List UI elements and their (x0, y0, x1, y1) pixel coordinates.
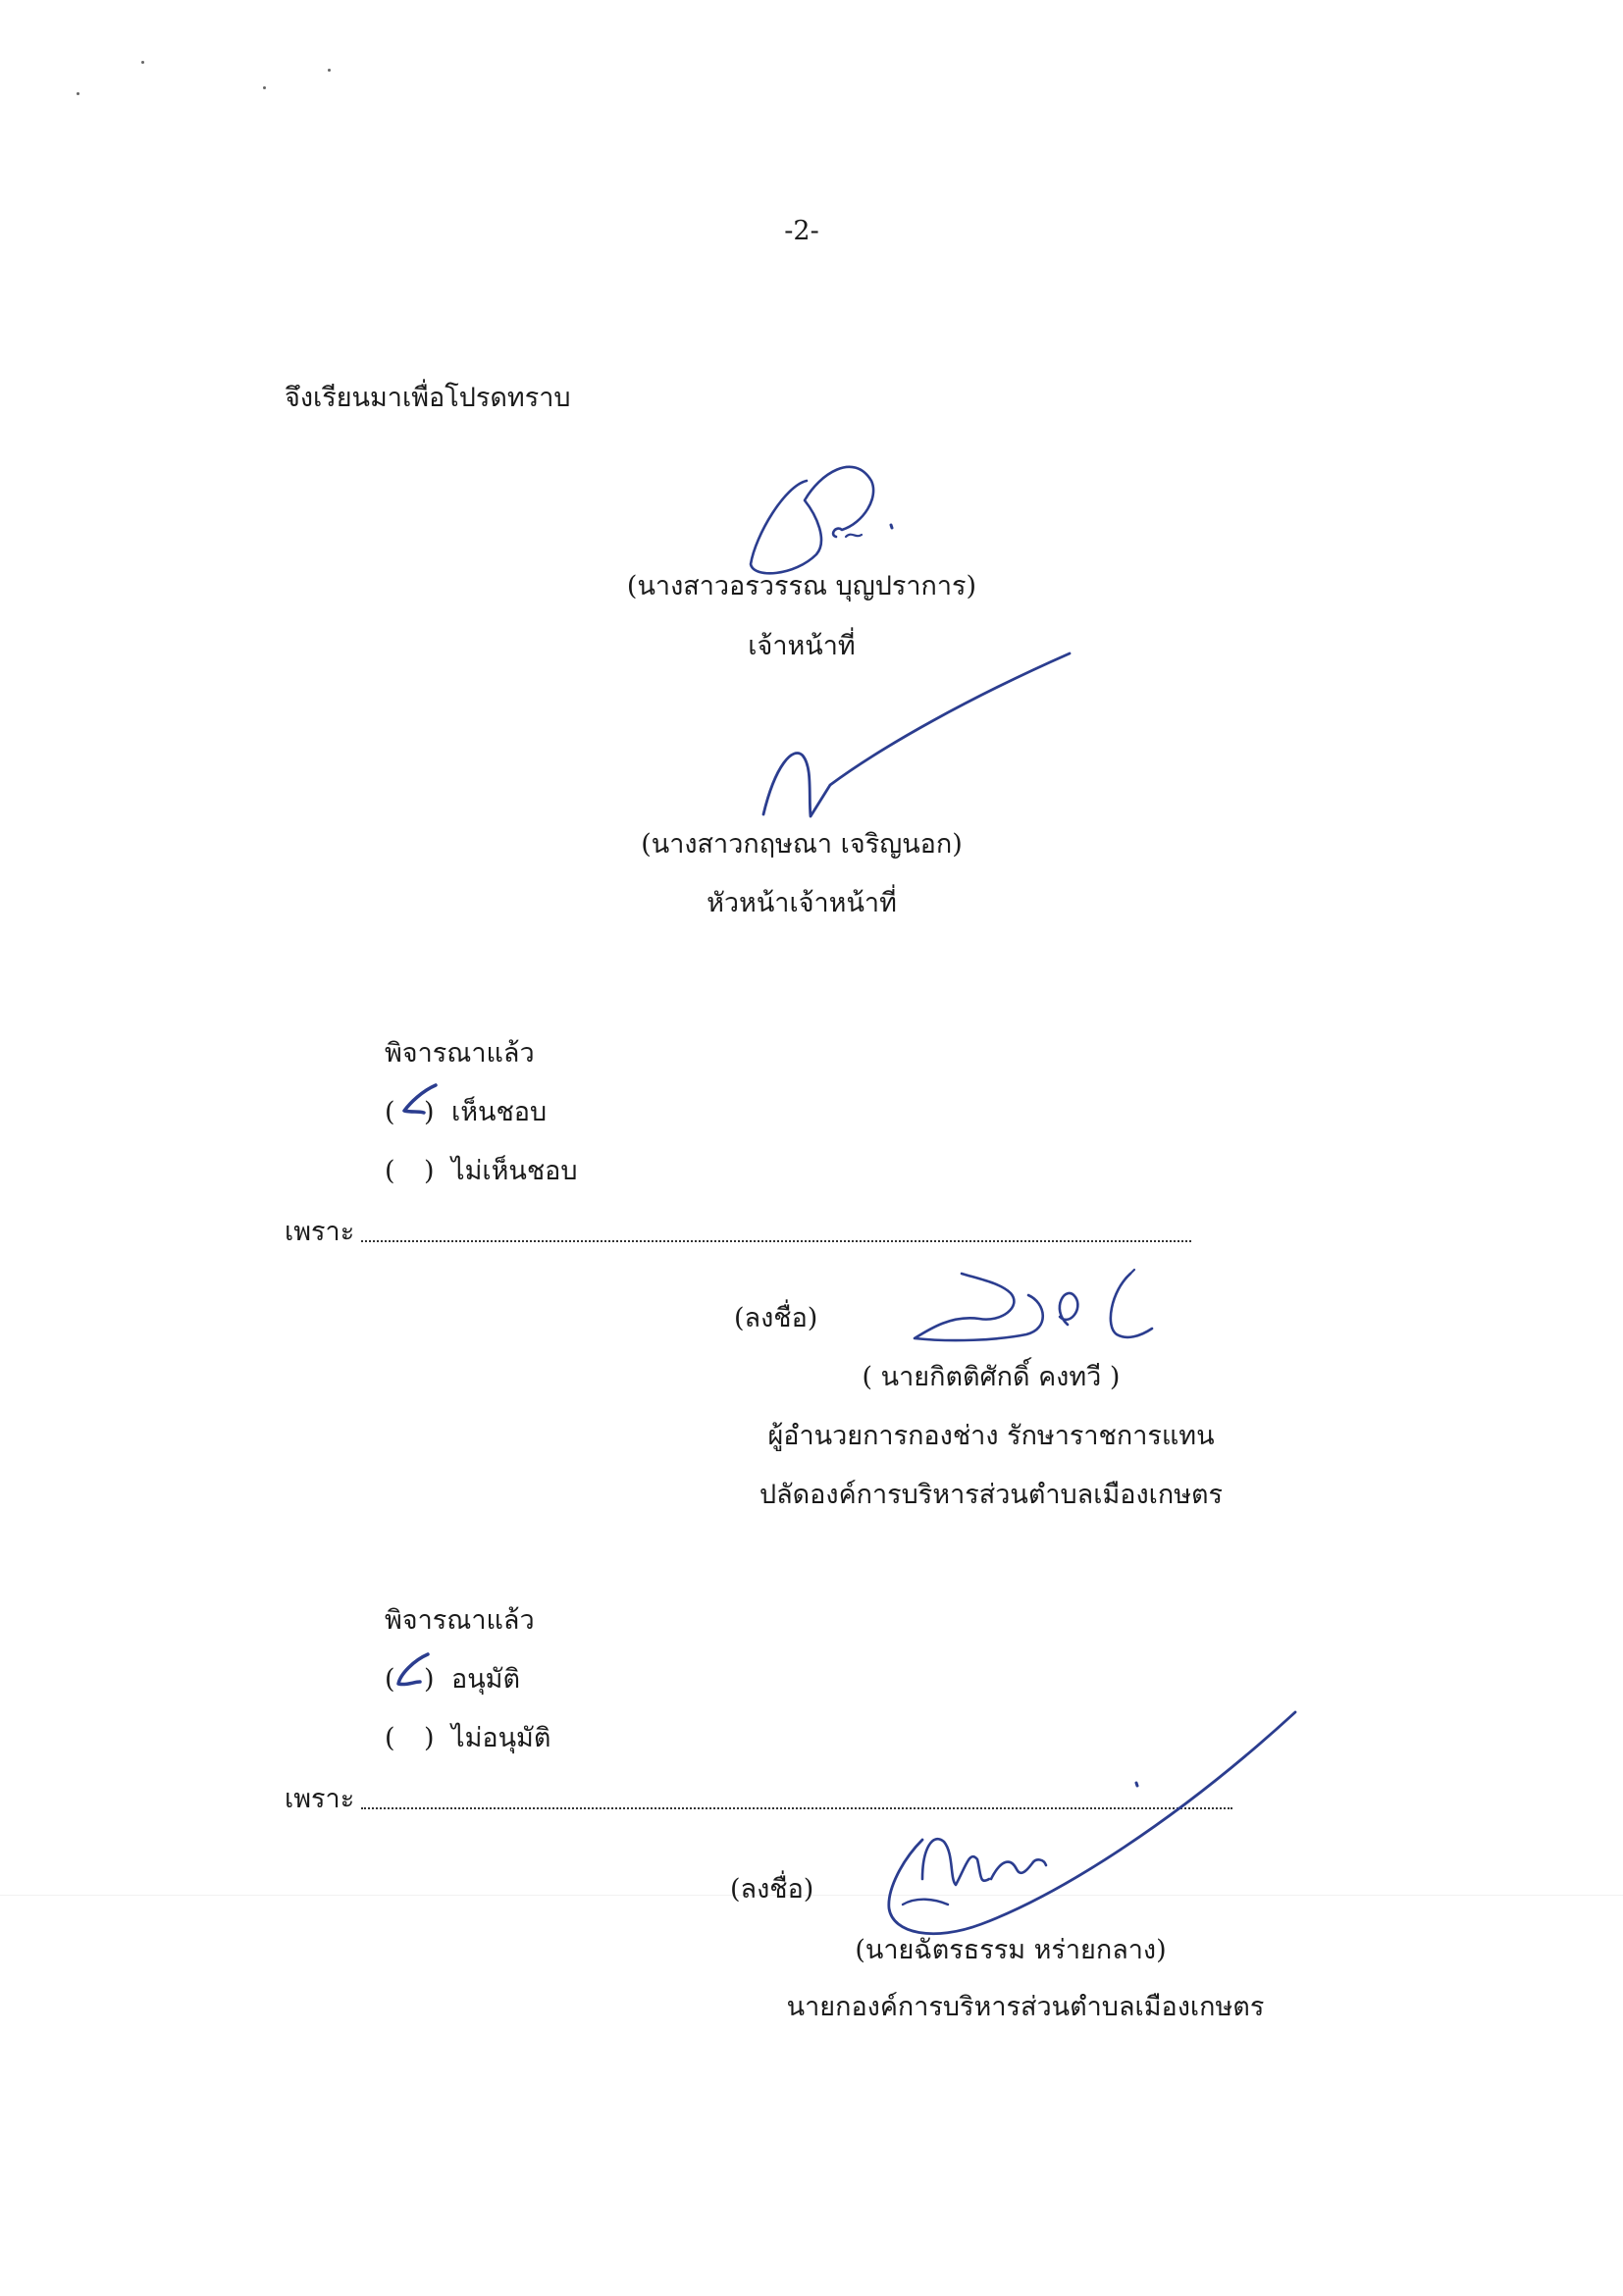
option-agree-paren-open: ( (385, 1097, 395, 1127)
option-agree-label: เห็นชอบ (451, 1097, 548, 1127)
section-1-position-line2: ปลัดองค์การบริหารส่วนตำบลเมืองเกษตร (759, 1480, 1224, 1510)
option-approve-paren-close: ) (424, 1664, 435, 1695)
section-1-heading: พิจารณาแล้ว (385, 1038, 535, 1069)
signature-3 (903, 1244, 1178, 1352)
signatory-1-name: (นางสาวอรวรรณ บุญปราการ) (626, 571, 977, 601)
option-reject-paren-close: ) (424, 1723, 435, 1753)
option-disagree-label: ไม่เห็นชอบ (451, 1156, 578, 1186)
section-2-name: (นายฉัตรธรรม หร่ายกลาง) (855, 1935, 1167, 1965)
option-disagree-paren-close: ) (424, 1156, 435, 1186)
section-2-sign-label: (ลงชื่อ) (730, 1874, 814, 1905)
intro-text: จึงเรียนมาเพื่อโปรดทราบ (285, 383, 571, 413)
section-1-position-line1: ผู้อำนวยการกองช่าง รักษาราชการแทน (767, 1421, 1215, 1451)
option-reject-paren-open: ( (385, 1723, 395, 1753)
signature-1 (726, 446, 922, 584)
signatory-1-title: เจ้าหน้าที่ (748, 631, 856, 661)
page-number: -2- (784, 216, 819, 246)
option-approve-paren-open: ( (385, 1664, 395, 1695)
signature-2 (746, 648, 1079, 834)
section-1-sign-label: (ลงชื่อ) (734, 1303, 818, 1333)
check-mark-icon (389, 1648, 447, 1697)
section-2-reason-label: เพราะ (285, 1784, 355, 1814)
signature-4 (864, 1712, 1305, 1948)
option-agree-paren-close: ) (424, 1097, 435, 1127)
section-2-position: นายกองค์การบริหารส่วนตำบลเมืองเกษตร (786, 1992, 1265, 2022)
section-2-heading: พิจารณาแล้ว (385, 1605, 535, 1636)
section-1-reason-line[interactable] (361, 1240, 1191, 1242)
option-reject-label: ไม่อนุมัติ (451, 1723, 551, 1753)
section-1-reason-label: เพราะ (285, 1217, 355, 1247)
section-1-name: ( นายกิตติศักดิ์ คงทวี ) (862, 1362, 1121, 1392)
signatory-2-title: หัวหน้าเจ้าหน้าที่ (707, 888, 897, 918)
option-approve-label: อนุมัติ (451, 1664, 521, 1695)
option-disagree-paren-open: ( (385, 1156, 395, 1186)
signatory-2-name: (นางสาวกฤษณา เจริญนอก) (641, 829, 963, 860)
